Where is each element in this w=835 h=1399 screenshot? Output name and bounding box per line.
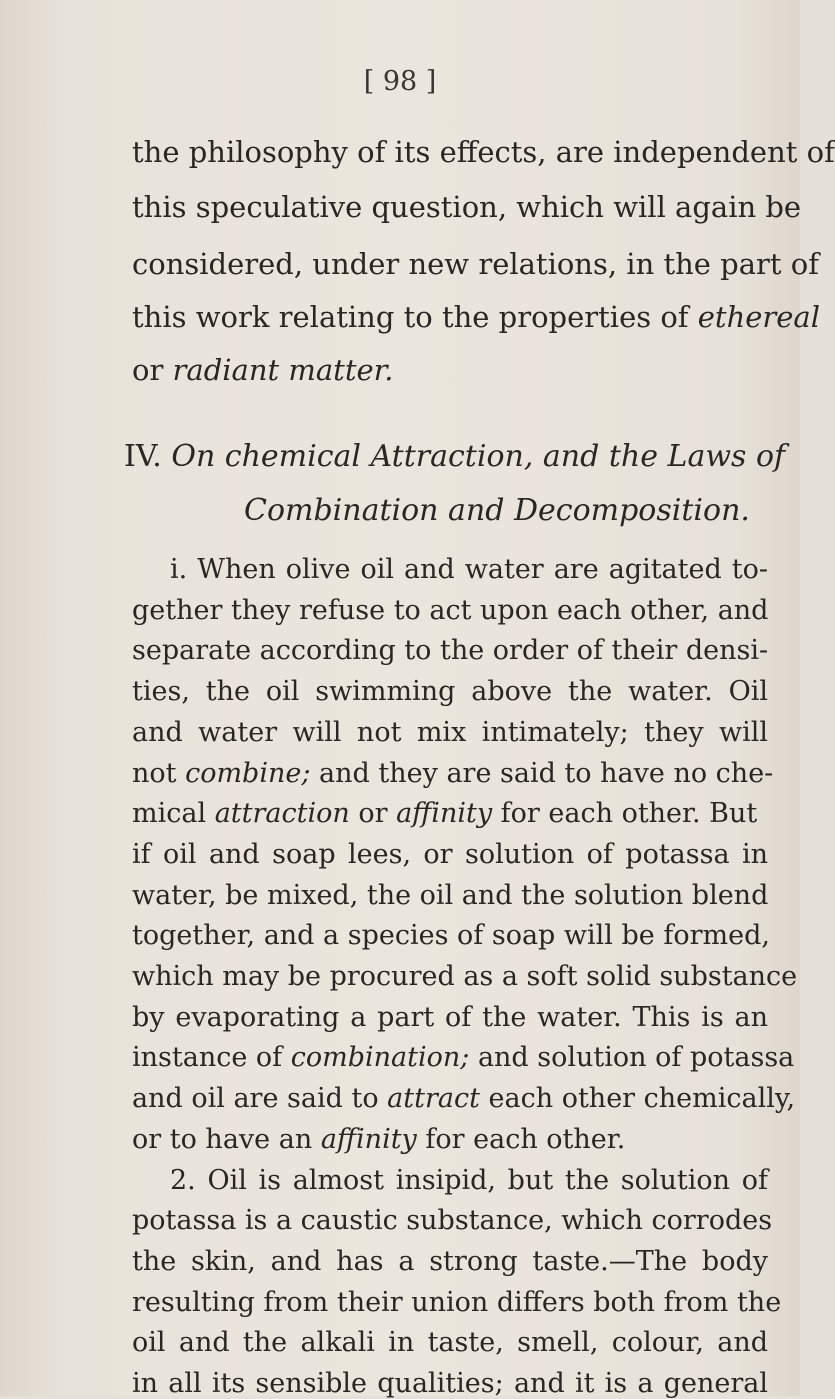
italic-term: radiant matter.: [172, 353, 394, 387]
text-run: each other chemically,: [479, 1083, 796, 1114]
text-line: i. When olive oil and water are agitated to-: [170, 554, 768, 585]
text-line: the philosophy of its effects, are independent of: [132, 135, 835, 169]
text-run: for each other. But: [492, 798, 758, 829]
text-line: 2. Oil is almost insipid, but the solution of: [170, 1165, 768, 1196]
text-line: considered, under new relations, in the part of: [132, 247, 819, 281]
text-line: oil and the alkali in taste, smell, colour, and: [132, 1327, 768, 1358]
text-line: water, be mixed, the oil and the solution blend: [132, 880, 769, 911]
page-number: [ 98 ]: [363, 66, 437, 97]
text-run: and oil are said to: [132, 1083, 388, 1114]
text-line: separate according to the order of their densi-: [132, 635, 769, 666]
text-line: [132, 1044, 794, 1071]
section-title-cont: Combination and Decomposition.: [244, 493, 750, 528]
italic-term: combination;: [290, 1042, 470, 1073]
text-line: in all its sensible qualities; and it is a general: [132, 1368, 768, 1399]
italic-term: attraction: [214, 798, 350, 829]
text-run: or: [132, 353, 173, 387]
text-line: [132, 800, 757, 827]
text-line: [132, 300, 820, 334]
text-line: [132, 1126, 625, 1153]
text-line: ties, the oil swimming above the water. Oil: [132, 676, 768, 707]
text-line: [132, 760, 773, 787]
text-run: not: [132, 758, 186, 789]
italic-term: attract: [387, 1083, 480, 1114]
text-line: and water will not mix intimately; they will: [132, 717, 768, 748]
text-run: and they are said to have no che-: [310, 758, 774, 789]
text-line: resulting from their union differs both from the: [132, 1287, 782, 1318]
text-run: or to have an: [132, 1124, 321, 1155]
italic-term: affinity: [396, 798, 493, 829]
text-line: together, and a species of soap will be formed,: [132, 920, 770, 951]
section-title: On chemical Attraction, and the Laws of: [171, 439, 786, 474]
text-run: for each other.: [416, 1124, 626, 1155]
text-line: gether they refuse to act upon each other, and: [132, 595, 769, 626]
text-line: if oil and soap lees, or solution of potassa in: [132, 839, 768, 870]
italic-term: affinity: [320, 1124, 417, 1155]
italic-term: ethereal: [697, 300, 820, 334]
text-run: mical: [132, 798, 215, 829]
text-run: instance of: [132, 1042, 291, 1073]
section-number: IV.: [124, 439, 172, 474]
text-line: [132, 353, 394, 387]
text-line: the skin, and has a strong taste.—The body: [132, 1246, 768, 1277]
section-heading-line2: [244, 493, 750, 528]
text-run: and solution of potassa: [469, 1042, 795, 1073]
text-line: potassa is a caustic substance, which corrodes: [132, 1205, 773, 1236]
text-line: [132, 1085, 795, 1112]
text-line: by evaporating a part of the water. This is an: [132, 1002, 768, 1033]
text-run: this work relating to the properties of: [132, 300, 698, 334]
text-line: which may be procured as a soft solid substance: [132, 961, 798, 992]
section-heading: [124, 439, 786, 474]
text-line: this speculative question, which will again be: [132, 190, 802, 224]
italic-term: combine;: [185, 758, 311, 789]
text-run: or: [349, 798, 397, 829]
